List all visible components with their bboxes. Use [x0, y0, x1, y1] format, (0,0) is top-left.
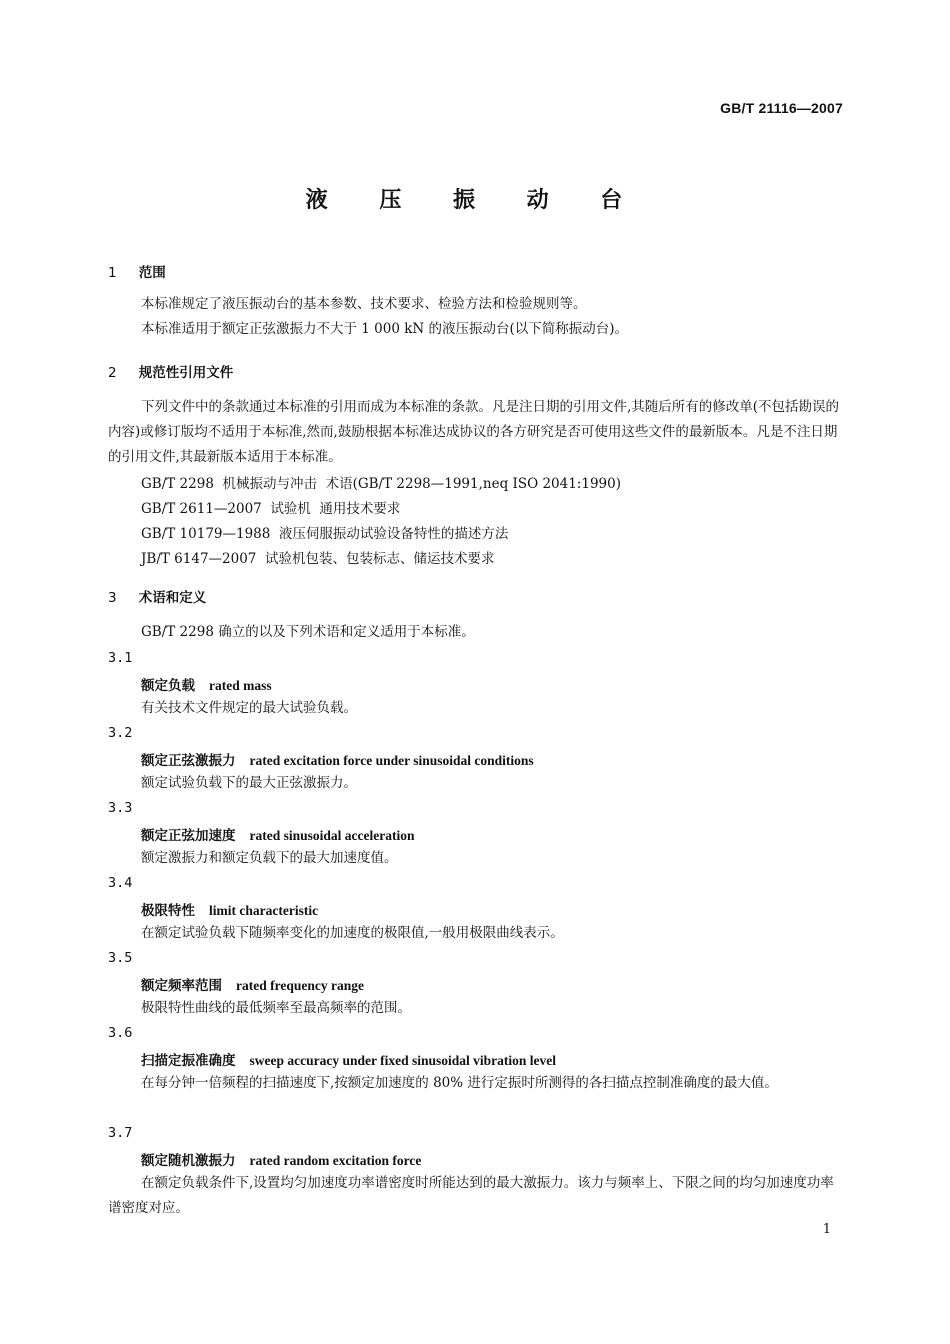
reference-item: GB/T 2298 机械振动与冲击 术语(GB/T 2298—1991,neq ISO 2041:1990) — [141, 476, 621, 492]
term-entry — [141, 674, 272, 694]
section-1-paragraph-1: 本标准规定了液压振动台的基本参数、技术要求、检验方法和检验规则等。 — [141, 296, 587, 312]
term-definition: 在每分钟一倍频程的扫描速度下,按额定加速度的 80% 进行定振时所测得的各扫描点控制准确度的最大值。 — [141, 1075, 778, 1091]
term-en: rated mass — [209, 678, 272, 693]
term-definition: 在额定试验负载下随频率变化的加速度的极限值,一般用极限曲线表示。 — [141, 925, 564, 941]
reference-item: JB/T 6147—2007 试验机包装、包装标志、储运技术要求 — [141, 551, 495, 567]
section-2-title: 规范性引用文件 — [138, 365, 234, 381]
term-definition: 额定激振力和额定负载下的最大加速度值。 — [141, 850, 398, 866]
term-zh: 额定正弦加速度 — [141, 828, 236, 844]
term-en: sweep accuracy under fixed sinusoidal vibration level — [249, 1053, 557, 1068]
term-zh: 额定负载 — [141, 678, 195, 694]
term-en: rated random excitation force — [249, 1153, 422, 1168]
term-entry — [141, 749, 534, 769]
clause-number: 3.6 — [108, 1025, 133, 1041]
section-2-intro: 下列文件中的条款通过本标准的引用而成为本标准的条款。凡是注日期的引用文件,其随后所有的修改单(不包括勘误的内容)或修订版均不适用于本标准,然而,鼓励根据本标准达成协议的各方研究是否可使用这些文件的最新版本。凡是不注日期的引用文件,其最新版本适用于本标准。 — [108, 399, 840, 465]
reference-item: GB/T 2611—2007 试验机 通用技术要求 — [141, 501, 401, 517]
clause-number: 3.2 — [108, 725, 133, 741]
term-zh: 扫描定振准确度 — [141, 1053, 236, 1069]
section-3-intro: GB/T 2298 确立的以及下列术语和定义适用于本标准。 — [141, 624, 475, 640]
term-entry — [141, 974, 364, 994]
term-en: rated sinusoidal acceleration — [249, 828, 415, 843]
section-3-title: 术语和定义 — [138, 590, 207, 606]
term-zh: 极限特性 — [141, 903, 195, 919]
term-zh: 额定正弦激振力 — [141, 753, 236, 769]
term-entry — [141, 1049, 556, 1069]
section-1-heading — [108, 261, 166, 281]
reference-item: GB/T 10179—1988 液压伺服振动试验设备特性的描述方法 — [141, 526, 509, 542]
clause-number: 3.5 — [108, 950, 133, 966]
term-entry — [141, 824, 415, 844]
section-2-heading — [108, 361, 233, 381]
term-zh: 额定频率范围 — [141, 978, 222, 994]
document-title: 液 压 振 动 台 — [305, 188, 645, 213]
section-1-number: 1 — [108, 265, 117, 281]
term-definition: 有关技术文件规定的最大试验负载。 — [141, 700, 357, 716]
section-1-paragraph-2: 本标准适用于额定正弦激振力不大于 1 000 kN 的液压振动台(以下简称振动台)。 — [141, 321, 629, 337]
clause-number: 3.4 — [108, 875, 133, 891]
term-definition: 额定试验负载下的最大正弦激振力。 — [141, 775, 357, 791]
term-definition: 在额定负载条件下,设置均匀加速度功率谱密度时所能达到的最大激振力。该力与频率上、下限之间的均匀加速度功率谱密度对应。 — [108, 1175, 834, 1216]
clause-number: 3.1 — [108, 650, 133, 666]
term-zh: 额定随机激振力 — [141, 1153, 236, 1169]
section-3-number: 3 — [108, 590, 117, 606]
term-en: rated excitation force under sinusoidal conditions — [249, 753, 534, 768]
term-entry — [141, 1149, 421, 1169]
term-definition: 极限特性曲线的最低频率至最高频率的范围。 — [141, 1000, 411, 1016]
clause-number: 3.3 — [108, 800, 133, 816]
term-entry — [141, 899, 318, 919]
term-en: limit characteristic — [209, 903, 319, 918]
section-3-heading — [108, 586, 206, 606]
clause-number: 3.7 — [108, 1125, 133, 1141]
page-number: 1 — [822, 1222, 831, 1237]
section-2-number: 2 — [108, 365, 117, 381]
term-en: rated frequency range — [236, 978, 364, 993]
section-1-title: 范围 — [138, 265, 166, 281]
standard-code: GB/T 21116—2007 — [720, 100, 843, 116]
